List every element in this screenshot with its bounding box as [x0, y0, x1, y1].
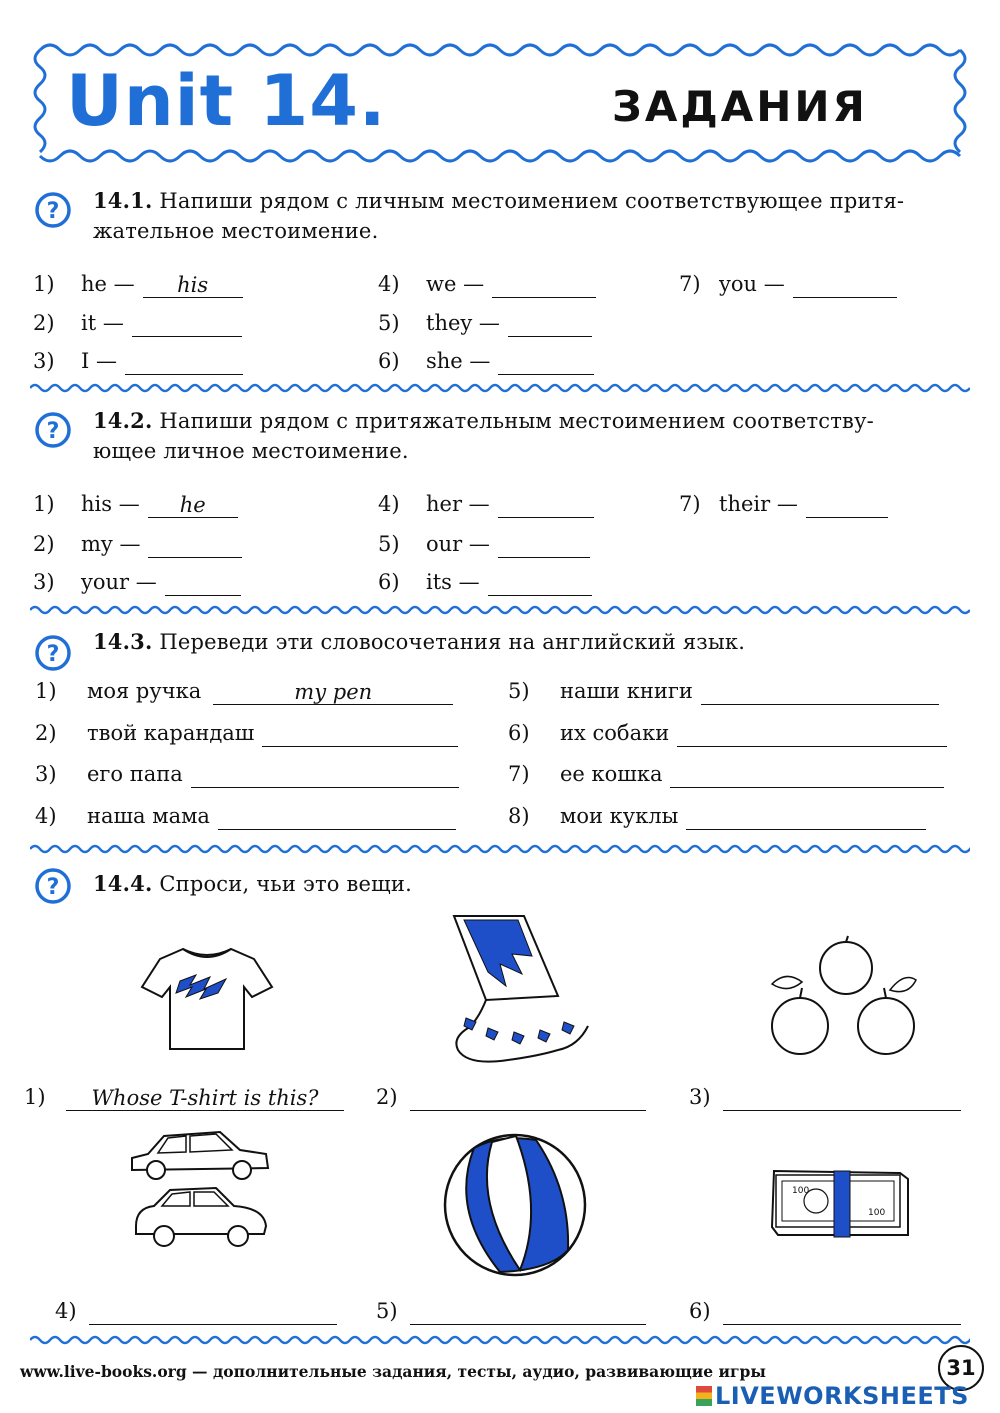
- task-14-2-item-4: 4) her —: [378, 490, 594, 518]
- answer-field[interactable]: [498, 533, 590, 558]
- divider: [30, 1334, 970, 1346]
- task-14-2-item-6: 6) its —: [378, 568, 592, 596]
- answer-field[interactable]: [498, 350, 594, 375]
- svg-text:?: ?: [46, 419, 60, 444]
- task-14-1-item-6: 6) she —: [378, 347, 594, 375]
- logo-mark: [696, 1386, 712, 1406]
- section-label: ЗАДАНИЯ: [612, 82, 868, 131]
- task-14-4-instruction: 14.4. Спроси, чьи это вещи.: [93, 871, 412, 896]
- answer-field[interactable]: [723, 1300, 961, 1325]
- answer-field[interactable]: [132, 312, 242, 337]
- kite-icon: [448, 910, 608, 1075]
- unit-title: Unit 14.: [66, 60, 387, 142]
- task-14-4-item-1: 1) Whose T-shirt is this?: [24, 1083, 344, 1111]
- task-14-1-item-2: 2) it —: [33, 309, 242, 337]
- answer-field[interactable]: [410, 1086, 646, 1111]
- task-14-4-item-3: 3): [689, 1083, 961, 1111]
- footer-text[interactable]: www.live-books.org — дополнительные задания, тесты, аудио, развивающие игры: [20, 1362, 766, 1381]
- task-14-3-instruction: 14.3. Переведи эти словосочетания на английский язык.: [93, 629, 746, 654]
- task-14-3-item-6: 6) их собаки: [508, 719, 947, 747]
- task-14-1-item-7: 7) you —: [679, 270, 897, 298]
- answer-field[interactable]: [723, 1086, 961, 1111]
- task-14-2-instruction: 14.2. Напиши рядом с притяжательным местоимением соответству- ющее личное местоимение.: [93, 408, 874, 463]
- task-14-1-item-4: 4) we —: [378, 270, 596, 298]
- task-14-4-item-4: 4): [55, 1297, 337, 1325]
- task-14-1-item-1: 1) he — his: [33, 270, 243, 298]
- answer-field[interactable]: [262, 722, 458, 747]
- answer-field[interactable]: [218, 805, 456, 830]
- task-14-1-item-3: 3) I —: [33, 347, 243, 375]
- answer-field[interactable]: [806, 493, 888, 518]
- question-icon: [34, 191, 72, 229]
- task-14-3-item-3: 3) его папа: [35, 760, 459, 788]
- answer-field[interactable]: Whose T-shirt is this?: [66, 1086, 344, 1111]
- divider: [30, 604, 970, 616]
- svg-text:?: ?: [46, 875, 60, 900]
- answer-field[interactable]: [701, 680, 939, 705]
- question-icon: [34, 867, 72, 905]
- money-icon: [768, 1165, 914, 1241]
- answer-field[interactable]: [686, 805, 926, 830]
- answer-field[interactable]: my pen: [213, 680, 453, 705]
- answer-field[interactable]: [508, 312, 592, 337]
- task-14-2-item-3: 3) your —: [33, 568, 241, 596]
- answer-field[interactable]: [410, 1300, 646, 1325]
- divider: [30, 382, 970, 394]
- divider: [30, 843, 970, 855]
- svg-text:?: ?: [46, 642, 60, 667]
- ball-icon: [440, 1130, 590, 1280]
- svg-text:100: 100: [792, 1186, 810, 1196]
- answer-field[interactable]: [148, 533, 242, 558]
- answer-field[interactable]: [793, 273, 897, 298]
- task-14-3-item-2: 2) твой карандаш: [35, 719, 458, 747]
- answer-field[interactable]: [191, 763, 459, 788]
- answer-field[interactable]: [125, 350, 243, 375]
- question-icon: [34, 634, 72, 672]
- task-14-3-item-8: 8) мои куклы: [508, 802, 926, 830]
- task-14-2-item-7: 7) their —: [679, 490, 888, 518]
- task-14-2-item-1: 1) his — he: [33, 490, 238, 518]
- page-number: 31: [938, 1345, 984, 1391]
- answer-field[interactable]: [89, 1300, 337, 1325]
- task-14-4-item-5: 5): [376, 1297, 646, 1325]
- task-14-4-item-6: 6): [689, 1297, 961, 1325]
- svg-text:?: ?: [46, 199, 60, 224]
- answer-field[interactable]: [670, 763, 944, 788]
- task-14-3-item-4: 4) наша мама: [35, 802, 456, 830]
- question-icon: [34, 411, 72, 449]
- liveworksheets-logo: LIVEWORKSHEETS: [696, 1382, 969, 1410]
- answer-field[interactable]: [492, 273, 596, 298]
- answer-field[interactable]: [677, 722, 947, 747]
- answer-field[interactable]: [498, 493, 594, 518]
- answer-field[interactable]: [165, 571, 241, 596]
- answer-field[interactable]: [488, 571, 592, 596]
- task-14-3-item-7: 7) ее кошка: [508, 760, 944, 788]
- task-14-2-item-5: 5) our —: [378, 530, 590, 558]
- task-14-4-item-2: 2): [376, 1083, 646, 1111]
- answer-field[interactable]: his: [143, 273, 243, 298]
- svg-text:100: 100: [868, 1208, 886, 1218]
- task-14-1-instruction: 14.1. Напиши рядом с личным местоимением соответствующее притя- жательное местоимение.: [93, 188, 905, 243]
- task-14-2-item-2: 2) my —: [33, 530, 242, 558]
- cars-icon: [128, 1122, 276, 1250]
- answer-field[interactable]: he: [148, 493, 238, 518]
- apples-icon: [768, 934, 920, 1058]
- task-14-3-item-5: 5) наши книги: [508, 677, 939, 705]
- task-number: 14.1.: [93, 188, 153, 213]
- task-14-3-item-1: 1) моя ручка my pen: [35, 677, 453, 705]
- task-14-1-item-5: 5) they —: [378, 309, 592, 337]
- tshirt-icon: [138, 943, 276, 1053]
